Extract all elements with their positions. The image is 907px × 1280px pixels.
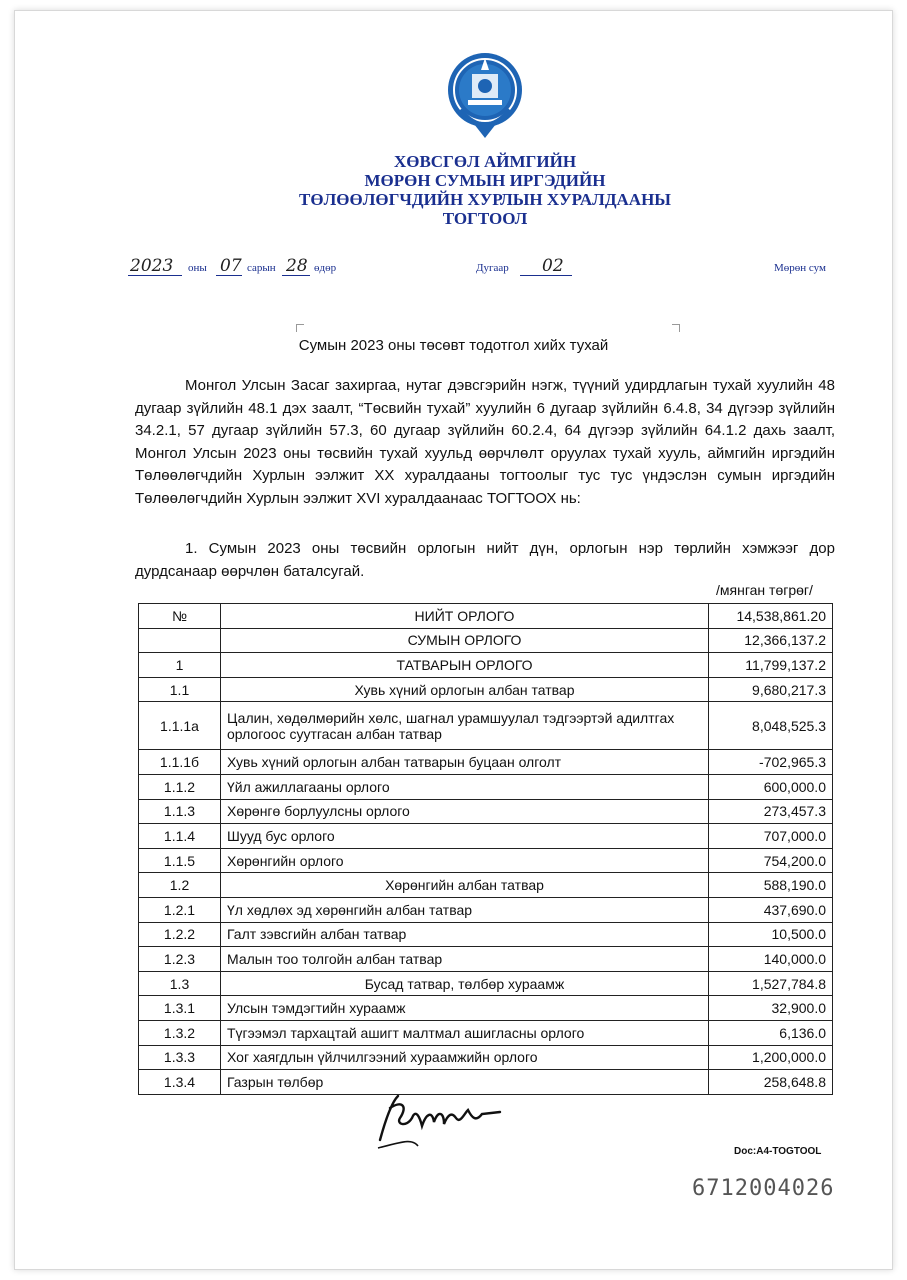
table-row [139,971,833,996]
row-number: 1.2.2 [139,922,221,947]
title-corner-left [296,324,304,332]
table-row [139,604,833,629]
row-number: 1.3 [139,971,221,996]
row-name: Хувь хүний орлогын албан татварын буцаан олголт [221,750,709,775]
row-name: Улсын тэмдэгтийн хураамж [221,996,709,1021]
table-row [139,1020,833,1045]
row-number: 1.3.2 [139,1020,221,1045]
resolution-item-1: 1. Сумын 2023 оны төсвийн орлогын нийт дүн, орлогын нэр төрлийн хэмжээг дор дурдсанаар өөрчлөн баталсугай. [135,540,835,580]
table-row [139,628,833,653]
number-label: Дугаар [476,262,509,274]
place-label: Мөрөн сум [774,262,826,274]
row-name: Хөрөнгийн орлого [221,848,709,873]
table-row [139,873,833,898]
row-name: СУМЫН ОРЛОГО [221,628,709,653]
row-value: 32,900.0 [709,996,833,1021]
row-number: 1.3.1 [139,996,221,1021]
row-value: 600,000.0 [709,774,833,799]
table-row [139,702,833,750]
row-number: 1.1.2 [139,774,221,799]
date-number-line [122,256,842,280]
row-number: 1.1.4 [139,824,221,849]
income-table [138,603,833,1095]
row-number: 1.1.1б [139,750,221,775]
row-number: 1.1.3 [139,799,221,824]
row-value: 8,048,525.3 [709,702,833,750]
row-name: Галт зэвсгийн албан татвар [221,922,709,947]
table-row [139,1045,833,1070]
row-value: 9,680,217.3 [709,677,833,702]
row-number: 1.1.5 [139,848,221,873]
row-name: Хог хаягдлын үйлчилгээний хураамжийн орлого [221,1045,709,1070]
row-name: Цалин, хөдөлмөрийн хөлс, шагнал урамшуулал тэдгээртэй адилтгах орлогоос суутгасан албан татвар [221,702,709,750]
row-number: 1.3.3 [139,1045,221,1070]
row-number: 1.2 [139,873,221,898]
row-name: ТАТВАРЫН ОРЛОГО [221,653,709,678]
row-number: 1 [139,653,221,678]
row-value: 1,527,784.8 [709,971,833,996]
header-line-4: ТОГТООЛ [442,209,528,228]
row-name: Хөрөнгийн албан татвар [221,873,709,898]
handwritten-year: 2023 [130,256,174,276]
row-value: 258,648.8 [709,1070,833,1095]
table-row [139,848,833,873]
handwritten-number: 02 [542,256,564,276]
row-name: Малын тоо толгойн албан татвар [221,947,709,972]
row-name: Хөрөнгө борлуулсны орлого [221,799,709,824]
handwritten-day: 28 [286,256,308,276]
table-row [139,677,833,702]
row-name: Үйл ажиллагааны орлого [221,774,709,799]
year-label: оны [188,262,207,274]
header-line-3: ТӨЛӨӨЛӨГЧДИЙН ХУРЛЫН ХУРАЛДААНЫ [299,190,671,209]
row-name: Бусад татвар, төлбөр хураамж [221,971,709,996]
title-corner-right [672,324,680,332]
row-value: 707,000.0 [709,824,833,849]
row-name: Түгээмэл тархацтай ашигт малтмал ашигласны орлого [221,1020,709,1045]
header-line-1: ХӨВСГӨЛ АЙМГИЙН [393,152,577,171]
table-row [139,897,833,922]
row-value: 1,200,000.0 [709,1045,833,1070]
row-value: 11,799,137.2 [709,653,833,678]
table-row [139,996,833,1021]
row-name: Шууд бус орлого [221,824,709,849]
doc-code: Doc:A4-TOGTOOL [734,1146,822,1157]
row-value: 10,500.0 [709,922,833,947]
row-value: 140,000.0 [709,947,833,972]
row-value: 12,366,137.2 [709,628,833,653]
day-label: өдөр [314,262,337,274]
document-title: Сумын 2023 оны төсөвт тодотгол хийх тухай [298,337,609,354]
serial-number: 6712004026 [692,1176,835,1201]
row-name: Үл хөдлөх эд хөрөнгийн албан татвар [221,897,709,922]
table-row [139,799,833,824]
row-number: № [139,604,221,629]
table-row [139,824,833,849]
row-value: -702,965.3 [709,750,833,775]
table-row [139,750,833,775]
row-number: 1.1 [139,677,221,702]
table-row [139,947,833,972]
row-value: 6,136.0 [709,1020,833,1045]
row-value: 754,200.0 [709,848,833,873]
row-number: 1.2.3 [139,947,221,972]
row-value: 437,690.0 [709,897,833,922]
state-emblem-seal [444,50,526,142]
row-name: Хувь хүний орлогын албан татвар [221,677,709,702]
table-row [139,922,833,947]
row-value: 273,457.3 [709,799,833,824]
row-number: 1.2.1 [139,897,221,922]
preamble-paragraph: Монгол Улсын Засаг захиргаа, нутаг дэвсгэрийн нэгж, түүний удирдлагын тухай хуулийн 48 дугаар зүйлийн 48.1 дэх заалт, “Төсвийн тухай” хуулийн 6 дугаар зүйлийн 6.4.8, 34 дүгээр зүйлийн 34.2.1, 57 дугаар зүйлийн 57.3, 60 дугаар зүйлийн 60.2.4, 64 дүгээр зүйлийн 64.1.2 дахь заалт, Монгол Улсын 2023 оны төсвийн тухай хуульд өөрчлөлт оруулах тухай хууль, аймгийн иргэдийн Төлөөлөгчдийн Хурлын ээлжит XX хуралдааны тогтоолыг тус тус үндэслэн сумын иргэдийн Төлөөлөгчдийн Хурлын ээлжит XVI хуралдаанаас ТОГТООХ нь: [135,377,835,507]
handwritten-month: 07 [220,256,242,276]
row-value: 14,538,861.20 [709,604,833,629]
row-name: Газрын төлбөр [221,1070,709,1095]
signature [372,1088,522,1156]
row-number: 1.1.1а [139,702,221,750]
table-row [139,774,833,799]
month-label: сарын [247,262,276,274]
unit-label: /мянган төгрөг/ [716,582,813,598]
table-row [139,653,833,678]
row-number: 1.3.4 [139,1070,221,1095]
row-number [139,628,221,653]
row-value: 588,190.0 [709,873,833,898]
header-line-2: МӨРӨН СУМЫН ИРГЭДИЙН [364,171,606,190]
row-name: НИЙТ ОРЛОГО [221,604,709,629]
